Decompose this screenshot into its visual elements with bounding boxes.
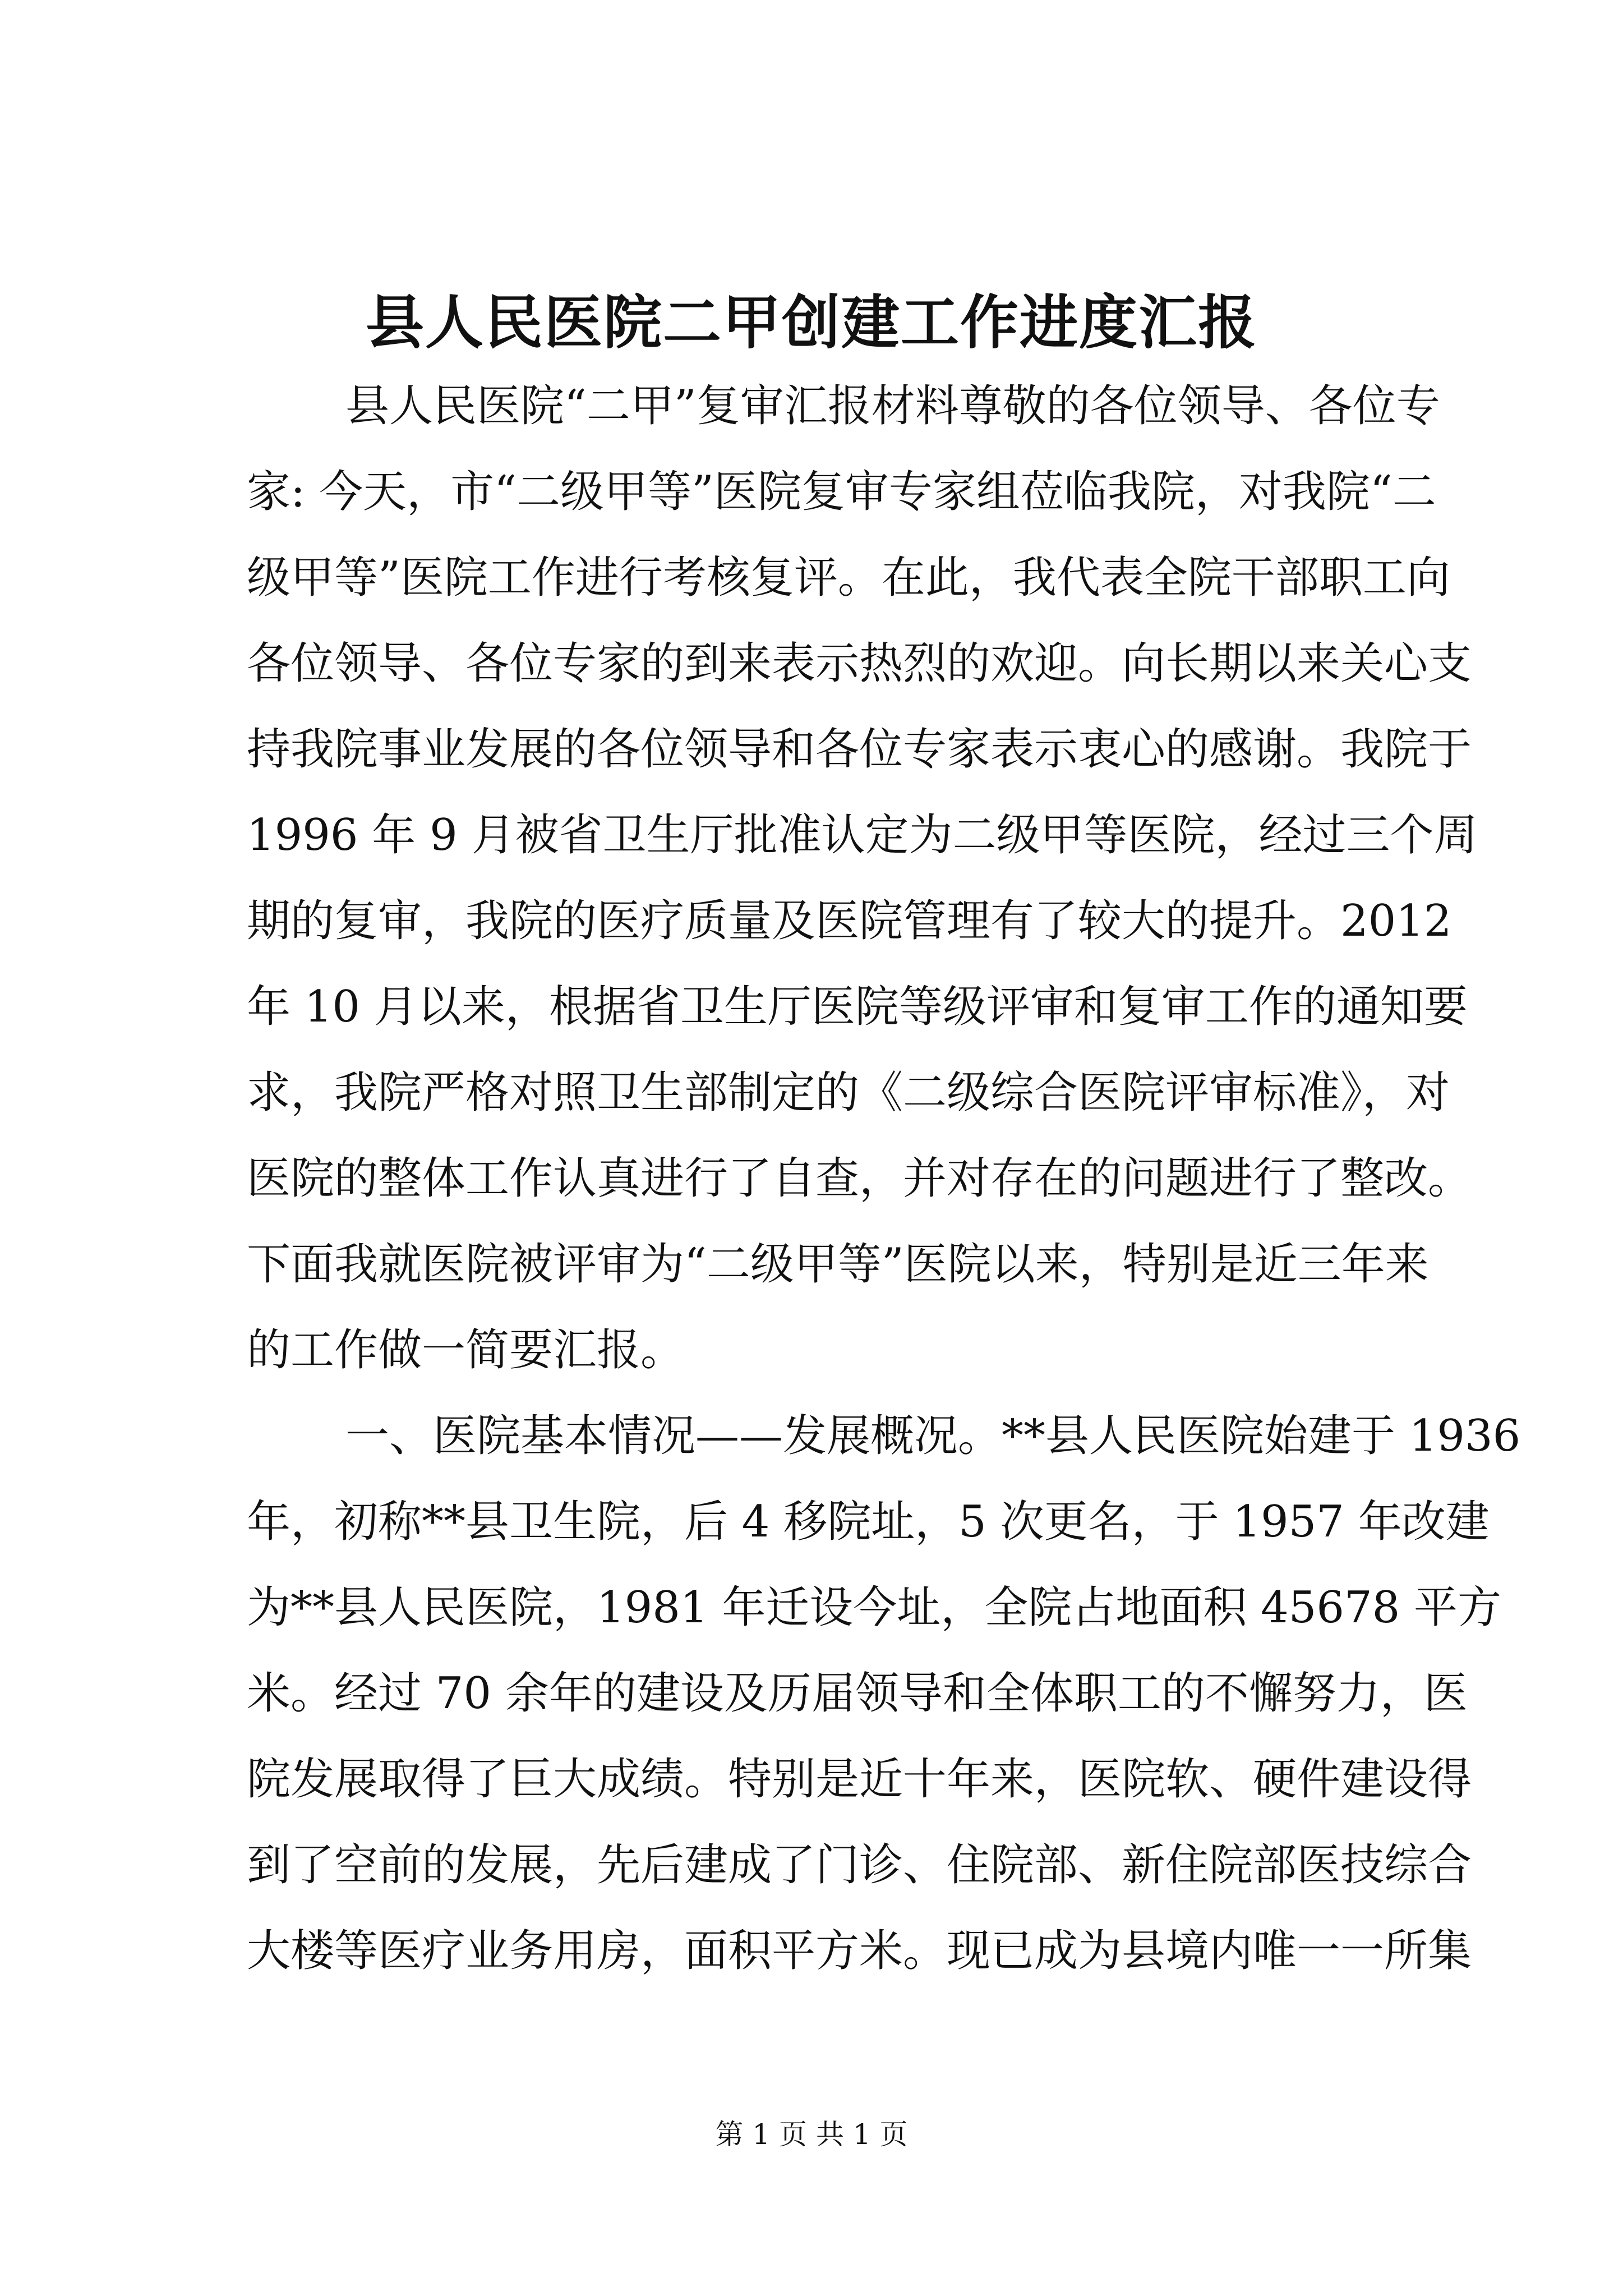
body-line: 到了空前的发展，先后建成了门诊、住院部、新住院部医技综合 xyxy=(247,1840,1472,1890)
page-footer: 第 1 页 共 1 页 xyxy=(715,2118,908,2151)
body-line: 县人民医院“二甲”复审汇报材料尊敬的各位领导、各位专 xyxy=(345,381,1440,431)
body-line: 级甲等”医院工作进行考核复评。在此，我代表全院干部职工向 xyxy=(247,553,1450,603)
body-line: 各位领导、各位专家的到来表示热烈的欢迎。向长期以来关心支 xyxy=(247,638,1472,689)
body-line: 大楼等医疗业务用房，面积平方米。现已成为县境内唯一一所集 xyxy=(247,1926,1472,1976)
body-line: 1996 年 9 月被省卫生厅批准认定为二级甲等医院，经过三个周 xyxy=(247,810,1478,861)
body-line: 求，我院严格对照卫生部制定的《二级综合医院评审标准》，对 xyxy=(247,1068,1450,1118)
body-line: 米。经过 70 余年的建设及历届领导和全体职工的不懈努力，医 xyxy=(247,1668,1468,1719)
body-line: 为**县人民医院，1981 年迁设今址，全院占地面积 45678 平方 xyxy=(247,1582,1502,1633)
body-line: 下面我就医院被评审为“二级甲等”医院以来，特别是近三年来 xyxy=(247,1239,1429,1290)
body-line: 一、医院基本情况——发展概况。**县人民医院始建于 1936 xyxy=(345,1411,1521,1461)
body-line: 家: 今天，市“二级甲等”医院复审专家组莅临我院，对我院“二 xyxy=(247,467,1436,517)
body-line: 年 10 月以来，根据省卫生厅医院等级评审和复审工作的通知要 xyxy=(247,982,1468,1032)
body-line: 院发展取得了巨大成绩。特别是近十年来，医院软、硬件建设得 xyxy=(247,1754,1472,1805)
document-title: 县人民医院二甲创建工作进度汇报 xyxy=(365,288,1257,357)
body-line: 年，初称**县卫生院，后 4 移院址，5 次更名，于 1957 年改建 xyxy=(247,1497,1490,1547)
body-line: 的工作做一简要汇报。 xyxy=(247,1325,685,1375)
body-line: 期的复审，我院的医疗质量及医院管理有了较大的提升。2012 xyxy=(247,896,1452,946)
document-body xyxy=(247,364,1521,1994)
body-line: 持我院事业发展的各位领导和各位专家表示衷心的感谢。我院于 xyxy=(247,724,1472,775)
body-line: 医院的整体工作认真进行了自查，并对存在的问题进行了整改。 xyxy=(247,1153,1472,1204)
